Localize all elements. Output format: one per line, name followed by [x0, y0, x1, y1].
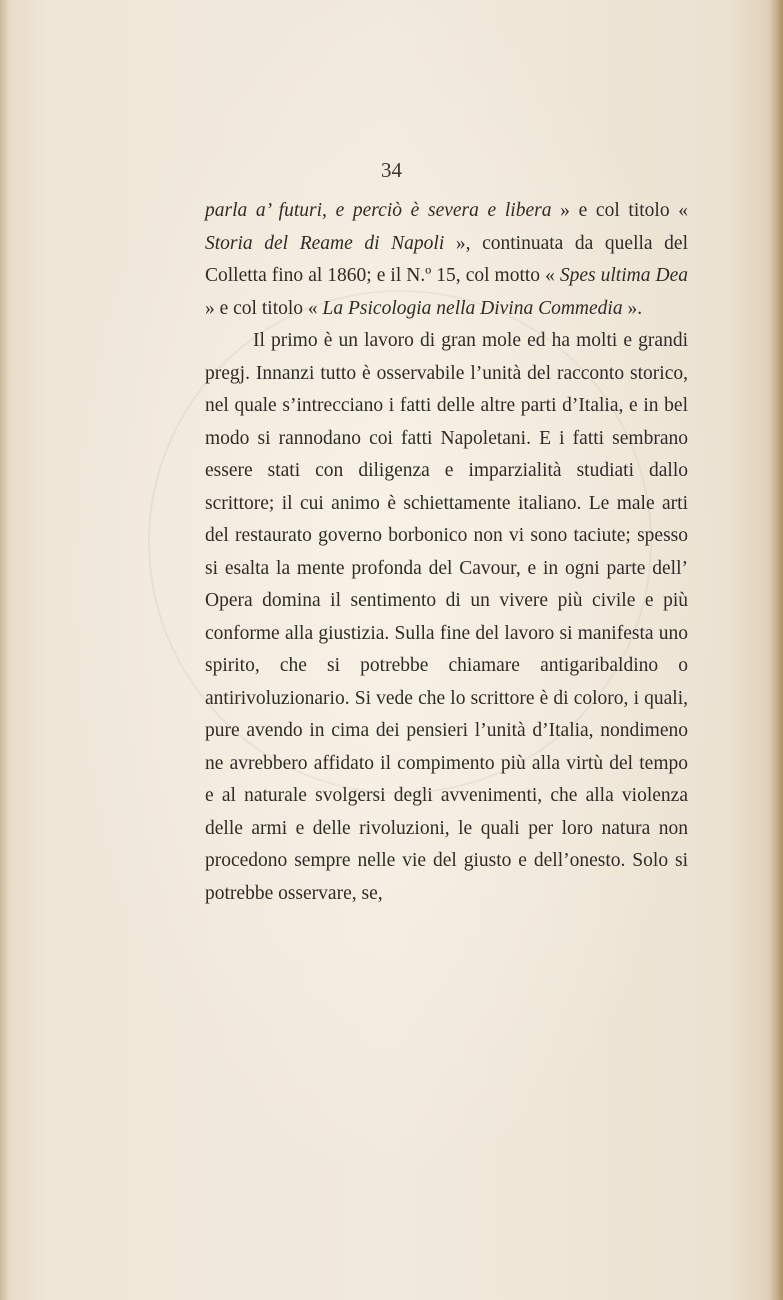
italic-title-storia: Storia del Reame di Napoli [205, 232, 445, 254]
italic-phrase: parla a’ futuri, e perciò è severa e libera [205, 200, 552, 221]
page-number: 34 [381, 158, 402, 182]
italic-title-psicologia: La Psicologia nella Divina Commedia [322, 297, 623, 319]
text-run: ». [622, 297, 643, 319]
paragraph-1 [205, 195, 688, 325]
page-right-edge [769, 0, 783, 1300]
page-left-edge [0, 0, 10, 1300]
text-run: » e col titolo « [551, 200, 688, 221]
italic-motto: Spes ultima Dea [559, 265, 688, 286]
text-run: », continuata da quella del Colletta fino al 1860; e il N.º 15, col motto « [205, 232, 689, 286]
body-text [205, 195, 688, 910]
text-run: » e col titolo « [205, 297, 323, 319]
paragraph-2: Il primo è un lavoro di gran mole ed ha molti e grandi pregj. Innanzi tutto è osservabile l’unità del racconto storico, nel quale s’intrecciano i fatti delle altre parti d’Italia, e in bel modo si rannodano coi fatti Napoletani. E i fatti sembrano essere stati con diligenza e imparzialità studiati dallo scrittore; il cui animo è schiettamente italiano. Le male arti del restaurato governo borbonico non vi sono taciute; spesso si esalta la mente profonda del Cavour, e in ogni parte dell’ Opera domina il sentimento di un vivere più civile e più conforme alla giustizia. Sulla fine del lavoro si manifesta uno spirito, che si potrebbe chiamare antigaribaldino o antirivoluzionario. Si vede che lo scrittore è di coloro, i quali, pure avendo in cima dei pensieri l’unità d’Italia, nondimeno ne avrebbero affidato il compimento più alla virtù del tempo e al naturale svolgersi degli avvenimenti, che alla violenza delle armi e delle rivoluzioni, le quali per loro natura non procedono sempre nelle vie del giusto e dell’onesto. Solo si potrebbe osservare, se, [205, 330, 688, 904]
